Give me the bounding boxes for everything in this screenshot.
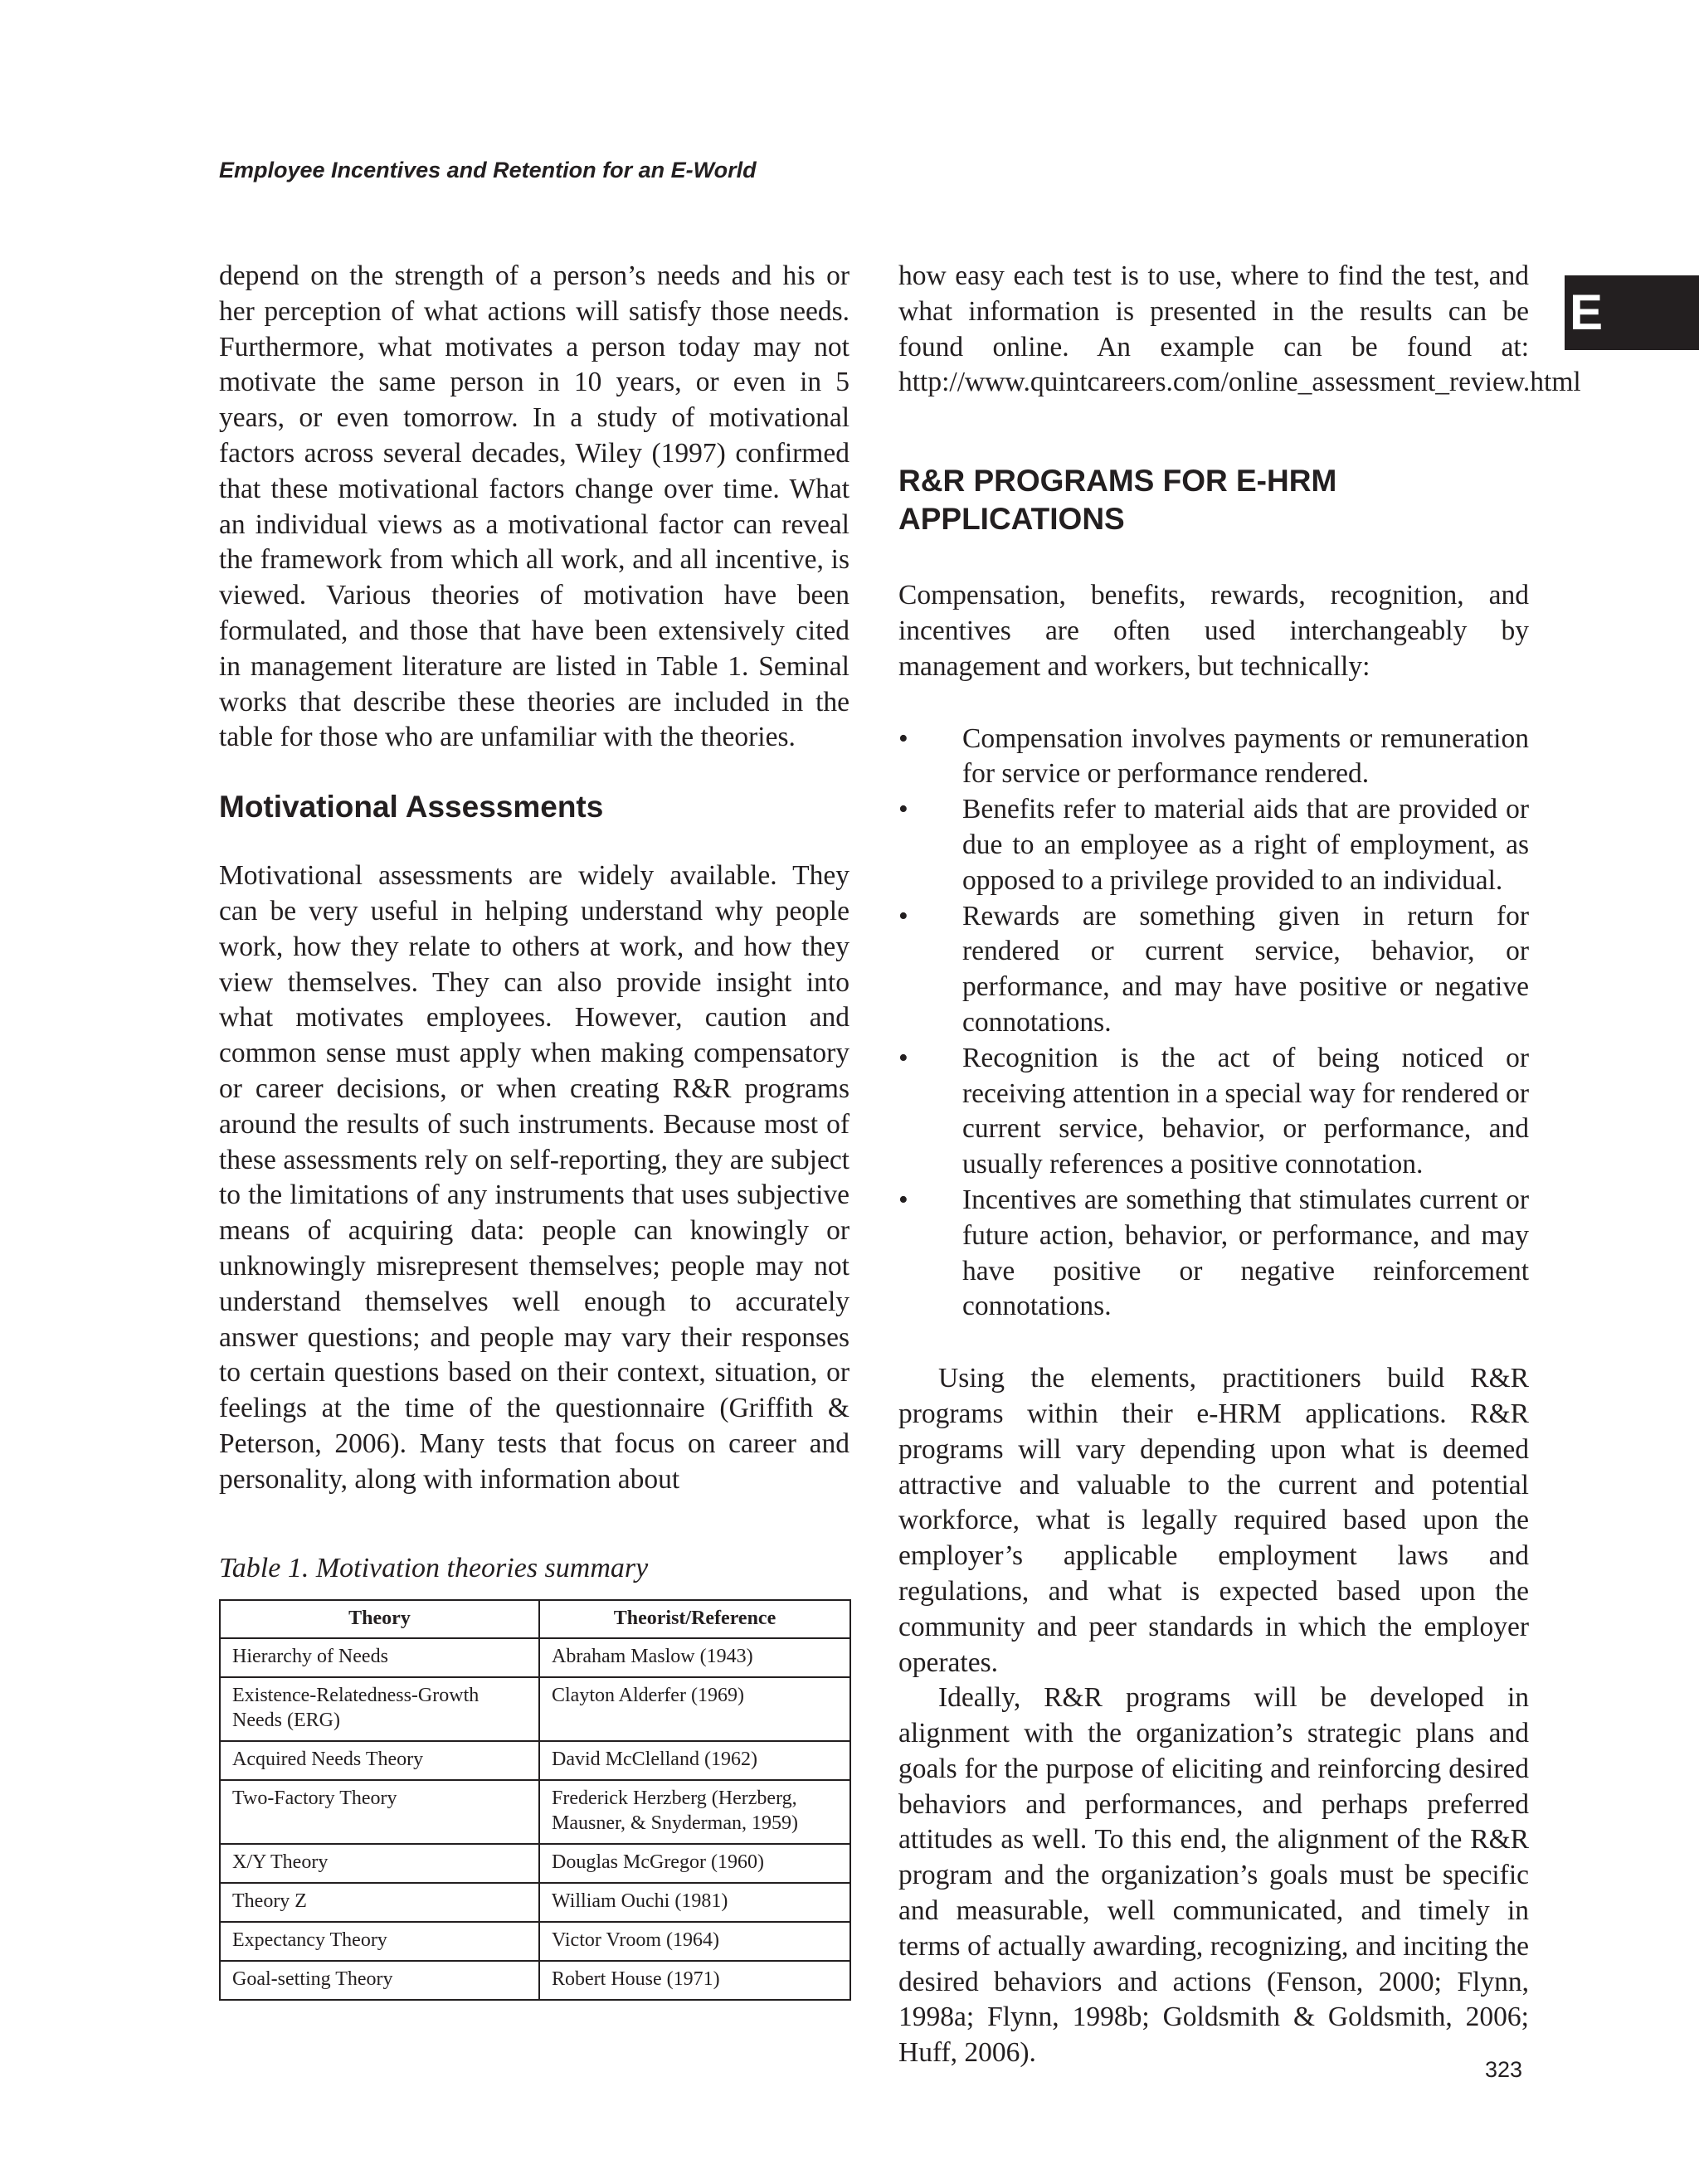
theorist-cell: Frederick Herzberg (Herzberg, Mausner, & Snyderman, 1959) bbox=[539, 1780, 850, 1844]
bullet-icon: • bbox=[898, 1042, 908, 1073]
page-number: 323 bbox=[1485, 2057, 1523, 2082]
thumb-index-tab bbox=[1565, 275, 1699, 350]
right-column bbox=[898, 259, 1581, 2071]
intro-paragraph: depend on the strength of a person’s needs and his or her perception of what actions will satisfy those needs. Furthermore, what motivates a person today may not motivate the same person in 10 years, or even in 5 years, or even tomorrow. In a study of motivational factors across several decades, Wiley (1997) confirmed that these motivational factors change over time. What an individual views as a motivational factor can reveal the framework from which all work, and all incentive, is viewed. Various theories of motivation have been formulated, and those that have been extensively cited in management literature are listed in Table 1. Seminal works that describe these theories are included in the table for those who are unfamiliar with the theories. bbox=[219, 260, 850, 753]
column-header-theorist: Theorist/Reference bbox=[539, 1600, 850, 1638]
running-head: Employee Incentives and Retention for an E-World bbox=[219, 158, 757, 182]
theorist-cell: Clayton Alderfer (1969) bbox=[539, 1677, 850, 1741]
section-heading-motivational-assessments: Motivational Assessments bbox=[219, 790, 604, 824]
table-row bbox=[220, 1638, 850, 1677]
body-paragraph-2: Using the elements, practitioners build R&R programs within their e-HRM applications. R&R programs will vary depending upon what is deemed attractive and valuable to the current and potential workforce, what is legally required based upon the employer’s applicable employment laws and regulations, and what is expected based upon the community and peer standards in which the employer operates. bbox=[898, 1363, 1529, 1678]
lead-paragraph: Compensation, benefits, rewards, recognition, and incentives are often used interchangeably by management and workers, but technically: bbox=[898, 580, 1529, 682]
table-row bbox=[220, 1961, 850, 2000]
table-header-row bbox=[220, 1600, 850, 1638]
list-item bbox=[898, 1183, 1529, 1325]
list-item bbox=[898, 722, 1529, 793]
body-paragraph-3: Ideally, R&R programs will be developed in alignment with the organization’s strategic plans and goals for the purpose of eliciting and reinforcing desired behaviors and performances, and perhaps preferred attitudes as well. To this end, the alignment of the R&R program and the organization’s goals must be specific and measurable, well communicated, and timely in terms of actually awarding, recognizing, and inciting the desired behaviors and actions (Fenson, 2000; Flynn, 1998a; Flynn, 1998b; Goldsmith & Goldsmith, 2006; Huff, 2006). bbox=[898, 1682, 1529, 2069]
table-row bbox=[220, 1780, 850, 1844]
theory-cell: Expectancy Theory bbox=[220, 1922, 539, 1961]
bullet-icon: • bbox=[898, 1184, 908, 1215]
theorist-cell: Douglas McGregor (1960) bbox=[539, 1844, 850, 1883]
table-row bbox=[220, 1741, 850, 1780]
theorist-cell: David McClelland (1962) bbox=[539, 1741, 850, 1780]
theory-cell: Acquired Needs Theory bbox=[220, 1741, 539, 1780]
thumb-index-letter: E bbox=[1570, 285, 1604, 340]
section-heading-rr-programs bbox=[898, 462, 1529, 538]
theorist-cell: William Ouchi (1981) bbox=[539, 1883, 850, 1922]
left-column bbox=[219, 259, 850, 2001]
assessment-paragraph: Motivational assessments are widely available. They can be very useful in helping understand why people work, how they relate to others at work, and how they view themselves. They can also provide insight into what motivates employees. However, caution and common sense must apply when making compensatory or career decisions, or when creating R&R programs around the results of such instruments. Because most of these assessments rely on self-reporting, they are subject to the limitations of any instruments that uses subjective means of acquiring data: people can knowingly or unknowingly misrepresent themselves; people may not understand themselves well enough to accurately answer questions; and people may vary their responses to certain questions based on their context, situation, or feelings at the time of the questionnaire (Griffith & Peterson, 2006). Many tests that focus on career and personality, along with information about bbox=[219, 860, 850, 1495]
list-item bbox=[898, 792, 1529, 898]
bullet-icon: • bbox=[898, 722, 908, 754]
bullet-icon: • bbox=[898, 794, 908, 825]
definitions-list bbox=[898, 722, 1529, 1325]
list-item-text: Compensation involves payments or remuneration for service or performance rendered. bbox=[962, 722, 1529, 790]
list-item-text: Rewards are something given in return for rendered or current service, behavior, or performance, and may have positive or negative connotations. bbox=[962, 900, 1529, 1038]
table-row bbox=[220, 1922, 850, 1961]
table-row bbox=[220, 1883, 850, 1922]
theory-cell: Hierarchy of Needs bbox=[220, 1638, 539, 1677]
theorist-cell: Robert House (1971) bbox=[539, 1961, 850, 2000]
list-item bbox=[898, 899, 1529, 1041]
heading-line-2: APPLICATIONS bbox=[898, 502, 1125, 537]
column-header-theory: Theory bbox=[220, 1600, 539, 1638]
list-item-text: Benefits refer to material aids that are provided or due to an employee as a right of employment, as opposed to a privilege provided to an individual. bbox=[962, 794, 1529, 896]
table-row bbox=[220, 1677, 850, 1741]
theory-cell: Theory Z bbox=[220, 1883, 539, 1922]
theorist-cell: Victor Vroom (1964) bbox=[539, 1922, 850, 1961]
theory-cell: Goal-setting Theory bbox=[220, 1961, 539, 2000]
continuation-paragraph: how easy each test is to use, where to find the test, and what information is presented in the results can be found online. An example can be found at: http://www.quintcareers.com/online_assessment_review.html bbox=[898, 260, 1581, 398]
motivation-theories-table bbox=[219, 1599, 851, 2001]
theory-cell: X/Y Theory bbox=[220, 1844, 539, 1883]
theory-cell: Two-Factory Theory bbox=[220, 1780, 539, 1844]
heading-line-1: R&R PROGRAMS FOR E-HRM bbox=[898, 464, 1337, 499]
theory-cell: Existence-Relatedness-Growth Needs (ERG) bbox=[220, 1677, 539, 1741]
table-row bbox=[220, 1844, 850, 1883]
theorist-cell: Abraham Maslow (1943) bbox=[539, 1638, 850, 1677]
bullet-icon: • bbox=[898, 900, 908, 931]
list-item-text: Incentives are something that stimulates current or future action, behavior, or performance, and may have positive or negative reinforcement connotations. bbox=[962, 1184, 1529, 1322]
list-item-text: Recognition is the act of being noticed or receiving attention in a special way for rendered or current service, behavior, or performance, and usually references a positive connotation. bbox=[962, 1042, 1529, 1180]
table-caption: Table 1. Motivation theories summary bbox=[219, 1552, 649, 1583]
list-item bbox=[898, 1041, 1529, 1183]
